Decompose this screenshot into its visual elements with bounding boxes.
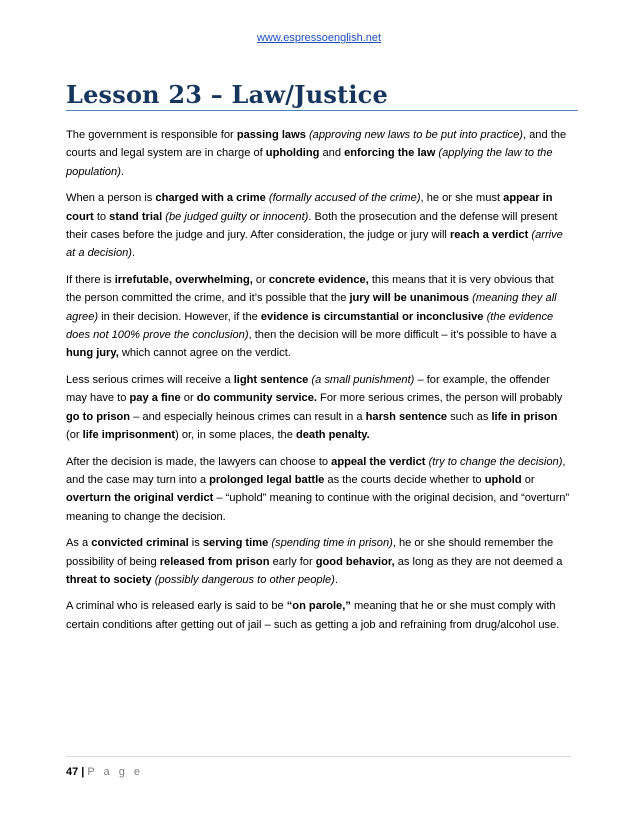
key-term: upholding xyxy=(265,147,320,160)
paragraph-text: or xyxy=(180,392,197,405)
paragraph-text: in their decision. However, if the xyxy=(98,310,261,323)
body-paragraph xyxy=(66,126,571,181)
paragraph-text: which cannot agree on the verdict. xyxy=(118,347,291,360)
key-term: do community service. xyxy=(196,392,317,405)
paragraph-text: . xyxy=(334,573,338,586)
page-number: 47 xyxy=(66,766,79,778)
key-term: life imprisonment xyxy=(82,429,176,442)
key-term: concrete evidence, xyxy=(268,273,369,286)
definition-text: (arrive at a decision) xyxy=(66,229,563,260)
paragraph-text: meaning that he or she must comply with certain conditions after getting out of jail – such as getting a job and refraining from drug/alcohol use. xyxy=(66,600,560,631)
key-term: enforcing the law xyxy=(344,147,436,160)
key-term: uphold xyxy=(484,473,522,486)
paragraph-text: . xyxy=(131,247,136,260)
paragraph-text: , he or she must xyxy=(420,192,504,205)
paragraph-text: , then the decision will be more difficult – it’s possible to have a xyxy=(248,329,557,342)
paragraph-text: When a person is xyxy=(66,192,156,205)
key-term: pay a fine xyxy=(129,392,181,405)
definition-text: (a small punishment) xyxy=(311,373,415,386)
definition-text: (applying the law to the population) xyxy=(66,147,553,178)
key-term: appear in court xyxy=(66,192,553,223)
paragraph-text: – “uphold” meaning to continue with the original decision, and “overturn” meaning to change the decision. xyxy=(66,492,570,523)
footer-divider xyxy=(66,756,571,757)
paragraph-text: , and the courts and legal system are in charge of xyxy=(66,129,567,160)
paragraph-text: As a xyxy=(66,537,92,550)
paragraph-text: or xyxy=(252,273,269,286)
page-footer xyxy=(66,766,143,778)
paragraph-text: and xyxy=(319,147,345,160)
body-paragraph xyxy=(66,534,571,589)
key-term: hung jury, xyxy=(66,347,119,360)
key-term: go to prison xyxy=(66,410,131,423)
key-term: evidence is circumstantial or inconclusive xyxy=(260,310,484,323)
key-term: life in prison xyxy=(491,410,558,423)
key-term: appeal the verdict xyxy=(331,455,426,468)
paragraph-text: is xyxy=(188,537,203,550)
definition-text: (try to change the decision) xyxy=(428,455,563,468)
paragraph-text: . xyxy=(120,165,124,178)
paragraph-text: – for example, the offender may have to xyxy=(66,373,550,405)
key-term: threat to society xyxy=(66,573,152,586)
definition-text: (approving new laws to be put into practice) xyxy=(308,129,523,141)
definition-text: (meaning they all agree) xyxy=(66,292,557,323)
key-term: harsh sentence xyxy=(365,410,448,423)
page-label: P a g e xyxy=(87,766,143,778)
body-paragraph xyxy=(66,271,571,363)
title-underline-divider xyxy=(66,110,578,111)
key-term: overturn the original verdict xyxy=(66,492,214,505)
key-term: irrefutable, overwhelming, xyxy=(114,273,253,286)
paragraph-text: to xyxy=(93,210,110,223)
key-term: serving time xyxy=(202,537,269,550)
paragraph-text: . Both the prosecution and the defense will present their cases before the judge and jury. After consideration, the judge or jury will xyxy=(66,210,558,242)
paragraph-text: or xyxy=(521,473,535,486)
definition-text: (spending time in prison) xyxy=(271,537,393,550)
paragraph-text: Less serious crimes will receive a xyxy=(66,373,234,386)
body-paragraph xyxy=(66,453,571,527)
key-term: light sentence xyxy=(233,373,309,386)
key-term: stand trial xyxy=(109,210,163,223)
paragraph-text: – and especially heinous crimes can result in a xyxy=(130,410,366,423)
key-term: jury will be unanimous xyxy=(349,292,470,305)
key-term: prolonged legal battle xyxy=(209,473,325,486)
definition-text: (formally accused of the crime) xyxy=(268,192,421,205)
key-term: charged with a crime xyxy=(155,192,266,205)
paragraph-text: , and the case may turn into a xyxy=(66,455,566,486)
key-term: convicted criminal xyxy=(91,537,189,550)
paragraph-text: ) or, in some places, the xyxy=(175,429,296,442)
key-term: “on parole,” xyxy=(286,600,351,613)
key-term: released from prison xyxy=(159,555,270,568)
definition-text: (possibly dangerous to other people) xyxy=(154,573,335,586)
website-link[interactable]: www.espressoenglish.net xyxy=(256,32,382,44)
body-paragraph xyxy=(66,371,571,445)
paragraph-text: (or xyxy=(66,429,83,442)
paragraph-text: The government is responsible for xyxy=(66,129,237,141)
key-term: good behavior, xyxy=(315,555,395,568)
key-term: death penalty. xyxy=(295,429,370,442)
footer-separator: | xyxy=(81,766,85,778)
paragraph-text: After the decision is made, the lawyers can choose to xyxy=(66,455,332,468)
paragraph-text: A criminal who is released early is said to be xyxy=(66,600,287,613)
key-term: passing laws xyxy=(236,129,306,141)
paragraph-text: this means that it is very obvious that the person committed the crime, and it’s possible that the xyxy=(66,273,554,305)
definition-text: (the evidence does not 100% prove the conclusion) xyxy=(66,310,554,342)
paragraph-text: such as xyxy=(447,410,492,423)
page-title: Lesson 23 – Law/Justice xyxy=(66,80,388,109)
paragraph-text: as the courts decide whether to xyxy=(324,473,485,486)
paragraph-text: , he or she should remember the possibility of being xyxy=(66,537,554,568)
paragraph-text: For more serious crimes, the person will probably xyxy=(316,392,563,405)
paragraph-text: as long as they are not deemed a xyxy=(394,555,563,568)
key-term: reach a verdict xyxy=(449,229,529,242)
paragraph-text: If there is xyxy=(66,273,115,286)
definition-text: (be judged guilty or innocent) xyxy=(165,210,309,223)
body-paragraph xyxy=(66,597,571,634)
lesson-body xyxy=(66,126,571,642)
paragraph-text: early for xyxy=(269,555,316,568)
body-paragraph xyxy=(66,189,571,263)
